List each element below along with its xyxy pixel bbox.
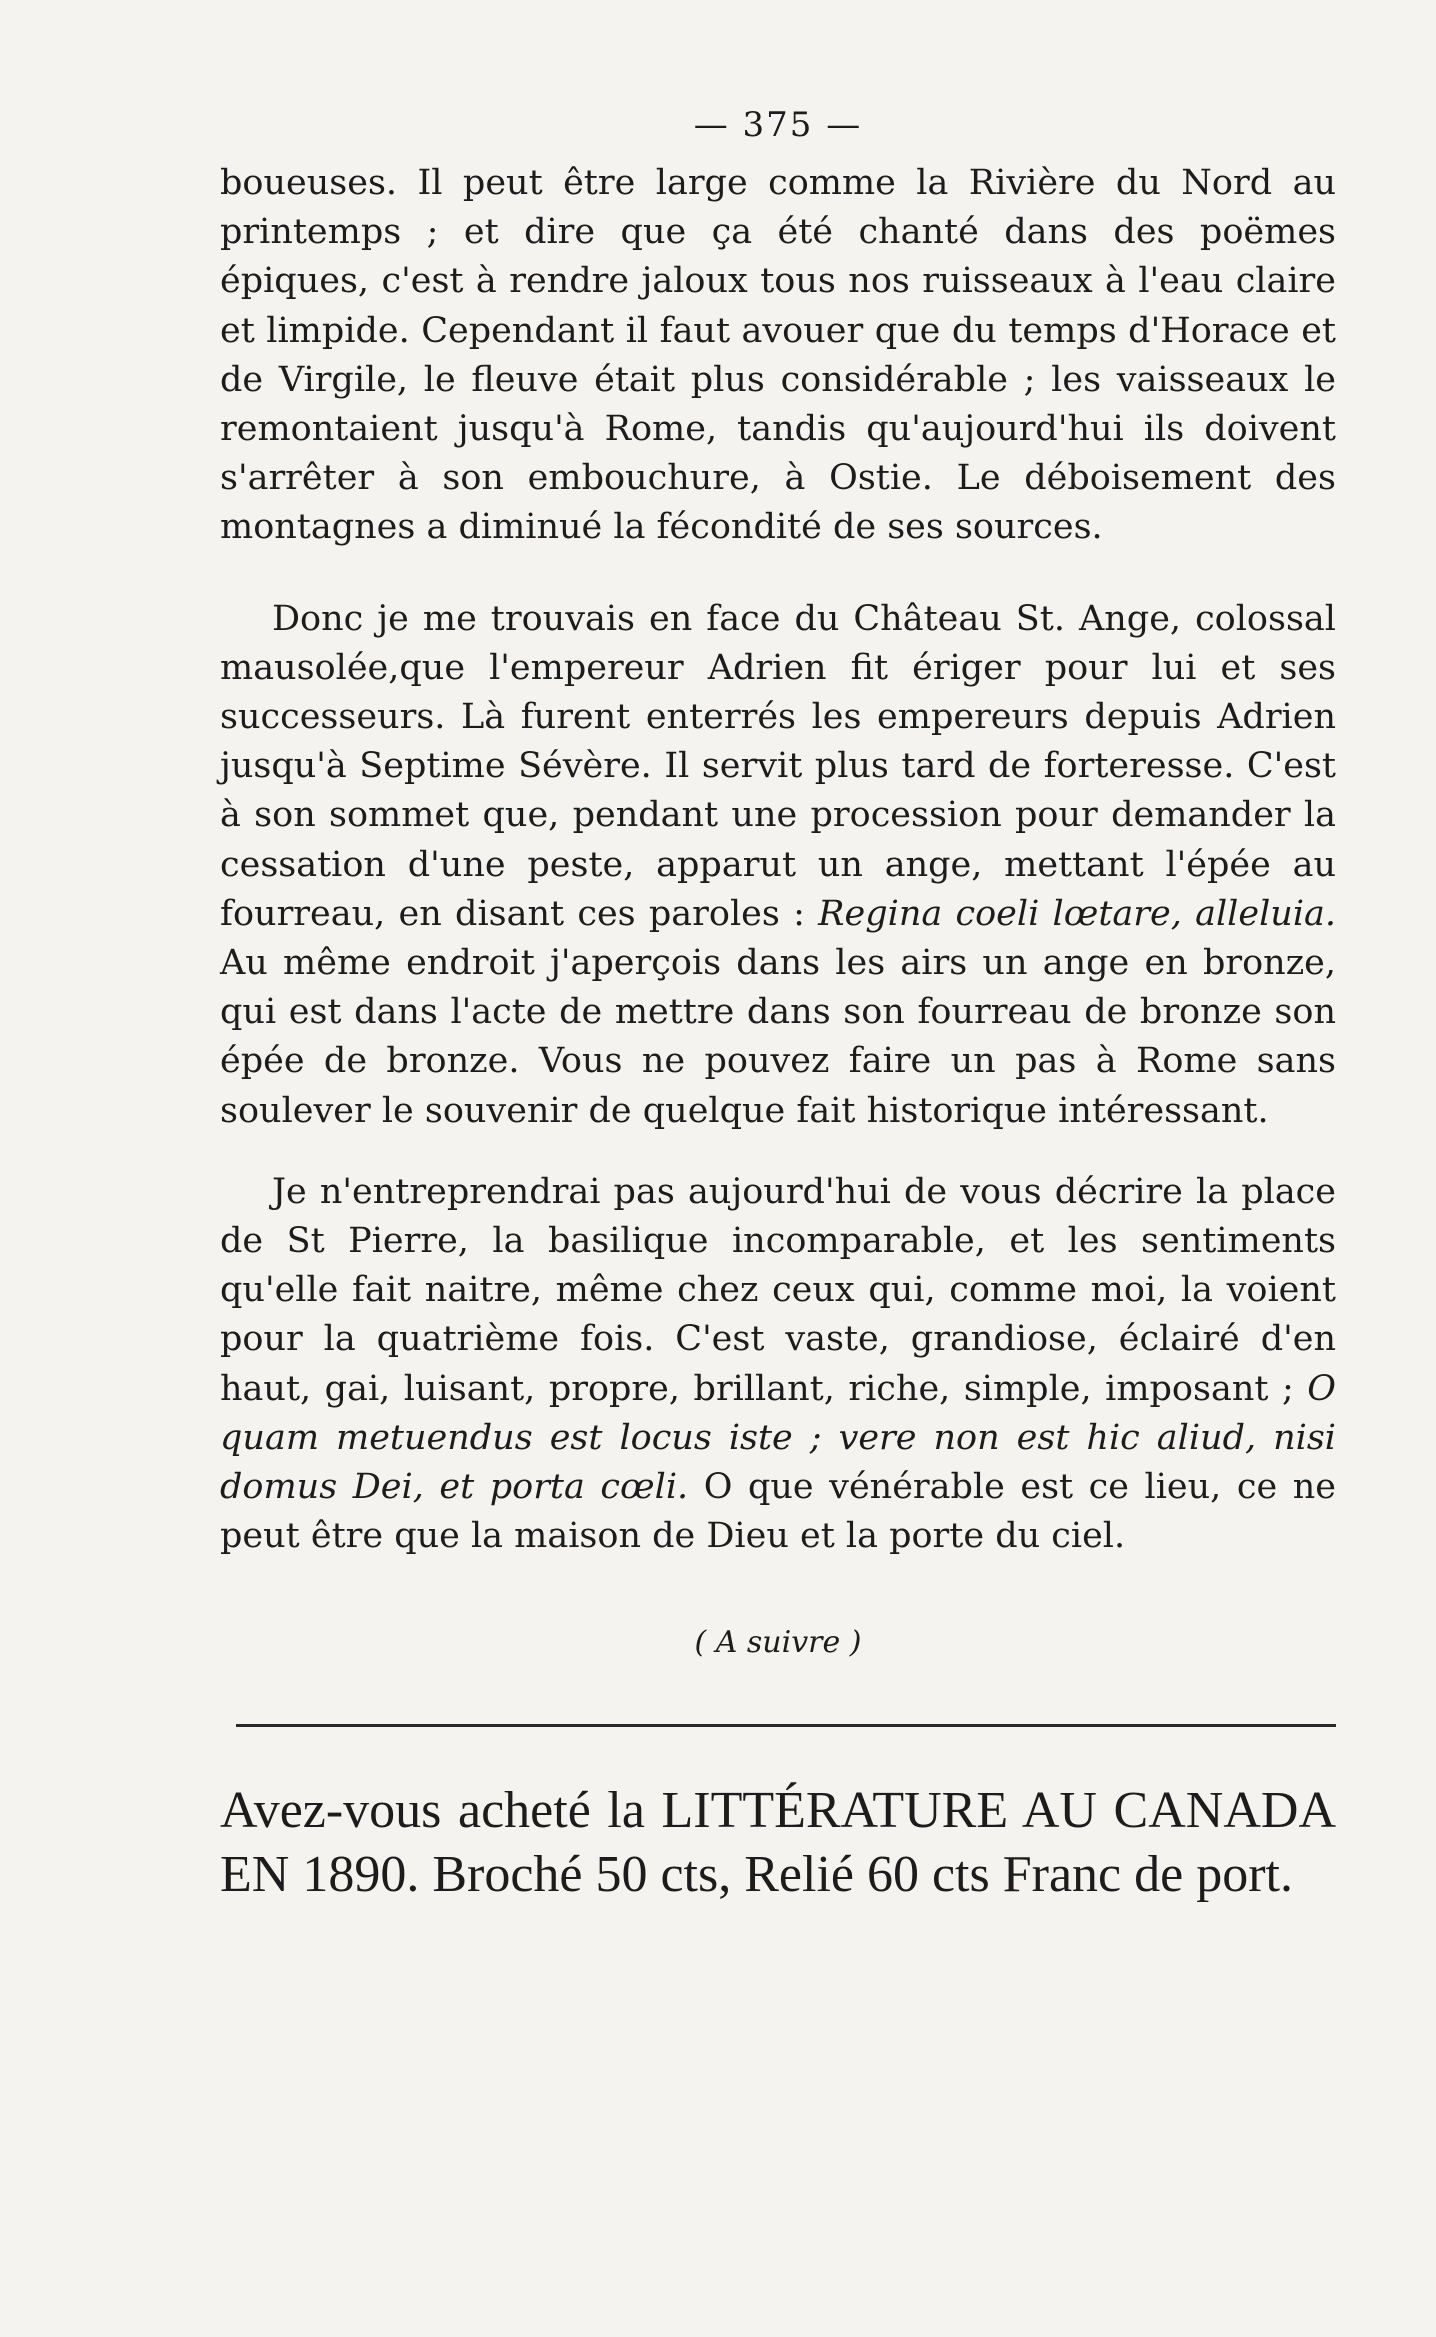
paragraph-1: [220, 159, 1336, 553]
paragraph-text: O que vénérable est ce lieu, ce ne peut être que la maison de Dieu et la porte du ciel.: [220, 1467, 1336, 1557]
page-number: — 375 —: [693, 105, 863, 145]
paragraph-3: [220, 1168, 1336, 1562]
advertisement-text: Avez-vous acheté la LITTÉRATURE AU CANADA EN 1890. Broché 50 cts, Relié 60 cts Franc de port.: [220, 1782, 1336, 1904]
latin-quotation: Regina coeli lœtare, alleluia.: [818, 893, 1337, 934]
continuation-note: ( A suivre ): [694, 1625, 862, 1661]
latin-quotation: O quam metuendus est locus iste ; vere non est hic aliud, nisi domus Dei, et porta cœli.: [220, 1368, 1336, 1508]
paragraph-text: Je n'entreprendrai pas aujourd'hui de vous décrire la place de St Pierre, la basilique incomparable, et les sentiments qu'elle fait naitre, même chez ceux qui, comme moi, la voient pour la quatrième fois. C'est vaste, grandiose, éclairé d'en haut, gai, luisant, propre, brillant, riche, simple, imposant ;: [220, 1171, 1336, 1409]
paragraph-text: Donc je me trouvais en face du Château St. Ange, colossal mausolée,que l'empereur Adrien fit ériger pour lui et ses successeurs. Là furent enterrés les empereurs depuis Adrien jusqu'à Septime Sévère. Il servit plus tard de forteresse. C'est à son sommet que, pendant une procession pour demander la cessation d'une peste, apparut un ange, mettant l'épée au fourreau, en disant ces paroles :: [220, 598, 1336, 934]
advertisement: [220, 1779, 1336, 1907]
paragraph-text: Au même endroit j'aperçois dans les airs un ange en bronze, qui est dans l'acte de mettre dans son fourreau de bronze son épée de bronze. Vous ne pouvez faire un pas à Rome sans soulever le souvenir de quelque fait historique intéressant.: [220, 943, 1336, 1131]
paragraph-text: boueuses. Il peut être large comme la Rivière du Nord au printemps ; et dire que ça été chanté dans des poëmes épiques, c'est à rendre jaloux tous nos ruisseaux à l'eau claire et limpide. Cependant il faut avouer que du temps d'Horace et de Virgile, le fleuve était plus considérable ; les vaisseaux le remontaient jusqu'à Rome, tandis qu'aujourd'hui ils doivent s'arrêter à son embouchure, à Ostie. Le déboisement des montagnes a diminué la fécondité de ses sources.: [220, 163, 1336, 548]
paragraph-2: [220, 595, 1336, 1136]
section-divider: [236, 1724, 1336, 1727]
